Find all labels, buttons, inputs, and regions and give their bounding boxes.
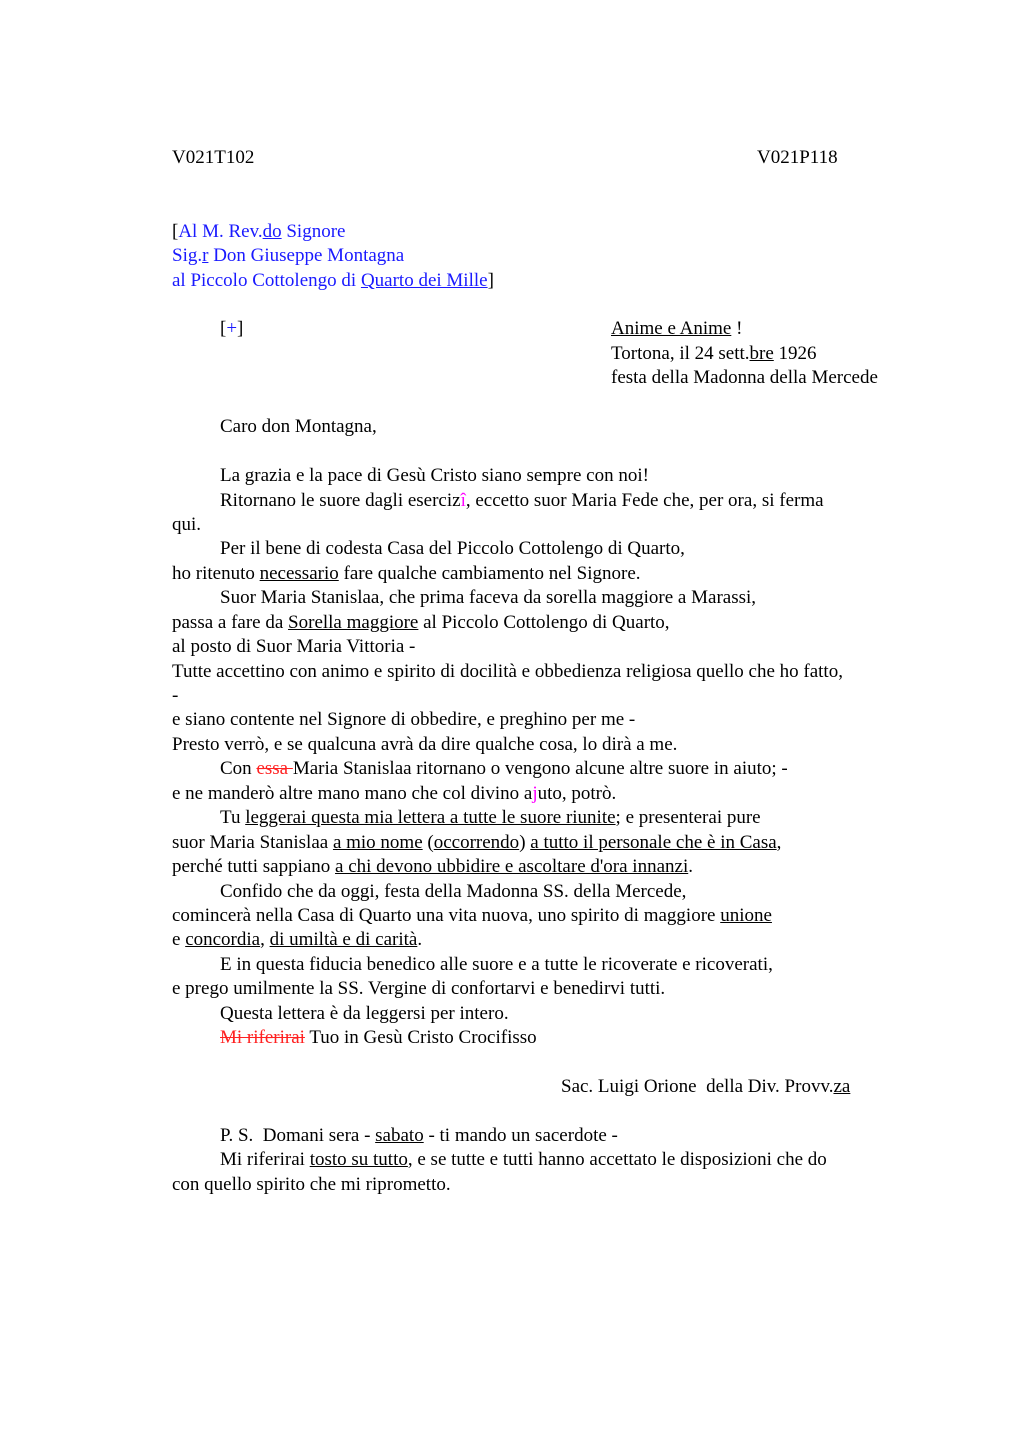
body-text: . xyxy=(688,856,693,877)
motto-line xyxy=(611,317,742,341)
underlined-text: unione xyxy=(720,905,772,926)
underlined-text: a chi devono ubbidire e ascoltare d'ora innanzi xyxy=(335,856,689,877)
postscript-line: con quello spirito che mi riprometto. xyxy=(172,1174,451,1195)
motto: Anime e Anime xyxy=(611,318,732,339)
place-date-abbrev: bre xyxy=(749,343,774,364)
body-line xyxy=(172,855,693,879)
body-text: Tu xyxy=(220,807,246,828)
body-text: uto, potrò. xyxy=(537,783,617,804)
body-line: Tutte accettino con animo e spirito di docilità e obbedienza religiosa quello che ho fatto, xyxy=(172,661,843,682)
body-text: , xyxy=(776,832,782,853)
editorial-correction: î xyxy=(460,490,466,511)
address-text: al Piccolo Cottolengo di xyxy=(172,270,361,291)
address-text: Sig. xyxy=(172,245,203,266)
body-line: E in questa fiducia benedico alle suore e a tutte le ricoverate e ricoverati, xyxy=(220,954,773,975)
body-text: fare qualche cambiamento nel Signore. xyxy=(338,563,641,584)
underlined-text: a mio nome xyxy=(332,832,423,853)
body-text: . xyxy=(417,929,423,950)
underlined-text: tosto su tutto xyxy=(309,1149,408,1170)
signature-abbrev: za xyxy=(833,1076,851,1097)
postscript-text: , e se tutte e tutti hanno accettato le disposizioni che do xyxy=(407,1149,827,1170)
struck-text: essa xyxy=(256,758,293,779)
body-line xyxy=(220,489,824,513)
address-line-1: [Al M. Rev.do Signore xyxy=(172,221,346,242)
address-text: Al M. Rev. xyxy=(178,221,263,242)
address-line-3: al Piccolo Cottolengo di Quarto dei Mille] xyxy=(172,270,494,291)
body-line xyxy=(172,611,670,635)
cross-symbol: + xyxy=(226,318,238,339)
body-text: comincerà nella Casa di Quarto una vita nuova, uno spirito di maggiore xyxy=(172,905,721,926)
body-text: ) xyxy=(519,832,531,853)
place-date-line xyxy=(611,342,817,366)
feast-line: festa della Madonna della Mercede xyxy=(611,367,878,388)
postscript-text: Mi riferirai xyxy=(220,1149,310,1170)
body-line: La grazia e la pace di Gesù Cristo siano sempre con noi! xyxy=(220,465,649,486)
place-date-text: Tortona, il 24 sett. xyxy=(611,343,750,364)
underlined-text: di umiltà e di carità xyxy=(269,929,418,950)
body-line: qui. xyxy=(172,514,202,535)
body-text: passa a fare da xyxy=(172,612,289,633)
struck-text: Mi riferirai xyxy=(220,1027,305,1048)
address-text: Don Giuseppe Montagna xyxy=(208,245,405,266)
body-text: Maria Stanislaa ritornano o vengono alcune altre suore in aiuto; - xyxy=(292,758,788,779)
signature-text: Sac. Luigi Orione della Div. Provv. xyxy=(561,1076,834,1097)
body-text: al Piccolo Cottolengo di Quarto, xyxy=(418,612,670,633)
body-line: Confido che da oggi, festa della Madonna SS. della Mercede, xyxy=(220,881,687,902)
body-text: Con xyxy=(220,758,257,779)
body-line: al posto di Suor Maria Vittoria - xyxy=(172,636,416,657)
body-line xyxy=(172,904,772,928)
body-line xyxy=(172,782,616,806)
underlined-text: occorrendo xyxy=(433,832,520,853)
body-line: - xyxy=(172,685,179,706)
body-text: ( xyxy=(422,832,434,853)
body-text: ho ritenuto xyxy=(172,563,260,584)
body-line: Suor Maria Stanislaa, che prima faceva da sorella maggiore a Marassi, xyxy=(220,587,757,608)
body-line: Per il bene di codesta Casa del Piccolo Cottolengo di Quarto, xyxy=(220,538,685,559)
underlined-text: leggerai questa mia lettera a tutte le suore riunite xyxy=(245,807,616,828)
body-text: Ritornano le suore dagli eserciz xyxy=(220,490,461,511)
body-text: suor Maria Stanislaa xyxy=(172,832,333,853)
postscript-line xyxy=(220,1124,618,1148)
underlined-text: necessario xyxy=(259,563,339,584)
signature xyxy=(561,1075,850,1099)
body-text: ; e presenterai pure xyxy=(615,807,761,828)
motto-tail: ! xyxy=(731,318,743,339)
body-line xyxy=(172,831,781,855)
body-line: e siano contente nel Signore di obbedire, e preghino per me - xyxy=(172,709,636,730)
body-line xyxy=(172,562,641,586)
address-underlined: Quarto dei Mille xyxy=(360,270,488,291)
address-abbrev: do xyxy=(262,221,282,242)
postscript-text: - ti mando un sacerdote - xyxy=(423,1125,618,1146)
document-code-right: V021P118 xyxy=(757,147,838,168)
underlined-text: sabato xyxy=(375,1125,424,1146)
body-text: , eccetto suor Maria Fede che, per ora, si ferma xyxy=(465,490,824,511)
body-line xyxy=(220,806,761,830)
place-date-year: 1926 xyxy=(773,343,817,364)
body-line: Questa lettera è da leggersi per intero. xyxy=(220,1003,509,1024)
body-line xyxy=(220,757,788,781)
editorial-correction: j xyxy=(532,783,538,804)
underlined-text: concordia xyxy=(185,929,261,950)
underlined-text: Sorella maggiore xyxy=(288,612,419,633)
body-line: e prego umilmente la SS. Vergine di confortarvi e benedirvi tutti. xyxy=(172,978,666,999)
body-line: Presto verrò, e se qualcuna avrà da dire qualche cosa, lo dirà a me. xyxy=(172,734,678,755)
body-text: e ne manderò altre mano mano che col divino a xyxy=(172,783,533,804)
salutation: Caro don Montagna, xyxy=(220,416,377,437)
body-text: perché tutti sappiano xyxy=(172,856,336,877)
body-text: e xyxy=(172,929,186,950)
body-line xyxy=(172,928,422,952)
document-code-left: V021T102 xyxy=(172,147,255,168)
cross-mark: [+] xyxy=(220,318,244,339)
address-text: Signore xyxy=(281,221,346,242)
body-text: , xyxy=(260,929,270,950)
address-abbrev: r xyxy=(202,245,209,266)
underlined-text: a tutto il personale che è in Casa xyxy=(530,832,777,853)
postscript-text: P. S. Domani sera - xyxy=(220,1125,376,1146)
postscript-line xyxy=(220,1148,827,1172)
closing-line xyxy=(220,1026,537,1050)
closing-text: Tuo in Gesù Cristo Crocifisso xyxy=(304,1027,537,1048)
address-line-2 xyxy=(172,244,404,268)
